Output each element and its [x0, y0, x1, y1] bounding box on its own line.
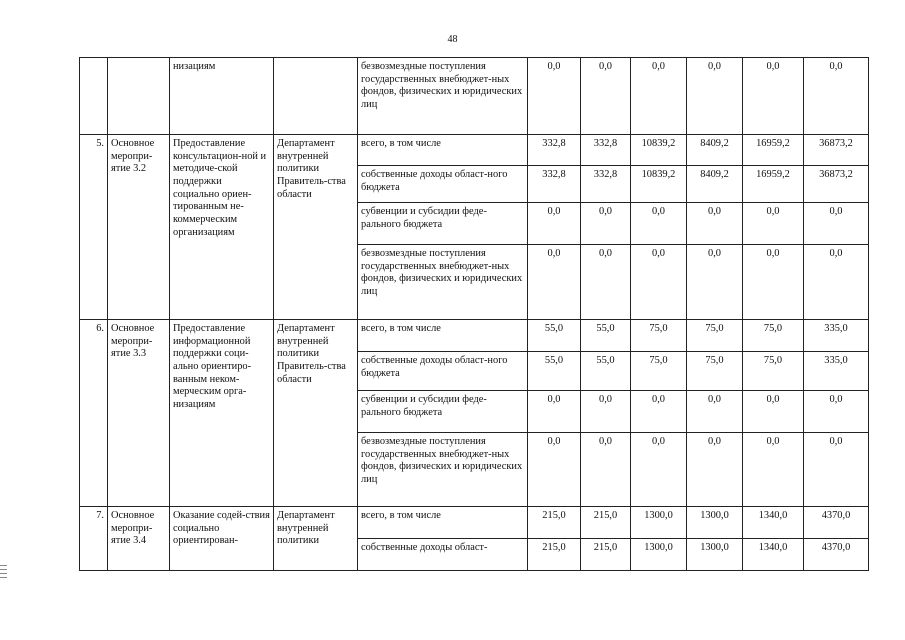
cell-value: 0,0 — [528, 391, 581, 433]
event-type: Основное меропри-ятие 3.4 — [108, 507, 170, 571]
cell-value: 0,0 — [631, 433, 687, 507]
cell-value: 10839,2 — [631, 135, 687, 166]
funding-source: всего, в том числе — [358, 135, 528, 166]
cell-value: 8409,2 — [687, 166, 743, 203]
cell-value: 215,0 — [528, 507, 581, 539]
cell-value: 0,0 — [631, 58, 687, 135]
table-row — [80, 507, 869, 539]
row-number: 5. — [80, 135, 108, 320]
cell-value: 0,0 — [528, 58, 581, 135]
table-row — [80, 320, 869, 352]
cell-value: 0,0 — [581, 58, 631, 135]
cell-value: 0,0 — [743, 391, 804, 433]
budget-table — [79, 57, 869, 571]
cell-value: 1340,0 — [743, 539, 804, 571]
cell-value: 0,0 — [687, 245, 743, 320]
table-row — [80, 135, 869, 166]
cell-value: 0,0 — [743, 203, 804, 245]
cell-value: 0,0 — [687, 58, 743, 135]
cell-value: 75,0 — [743, 352, 804, 391]
cell-value: 0,0 — [804, 245, 869, 320]
cell-value: 10839,2 — [631, 166, 687, 203]
table-body — [80, 58, 869, 571]
funding-source: субвенции и субсидии феде-рального бюджета — [358, 203, 528, 245]
cell-value: 4370,0 — [804, 507, 869, 539]
cell-value: 332,8 — [581, 135, 631, 166]
page-number: 48 — [447, 34, 458, 45]
cell-value: 0,0 — [631, 203, 687, 245]
cell-value: 55,0 — [528, 320, 581, 352]
cell-value: 0,0 — [804, 203, 869, 245]
cell-value: 4370,0 — [804, 539, 869, 571]
cell-value: 0,0 — [631, 245, 687, 320]
cell-value: 1300,0 — [631, 507, 687, 539]
cell-value: 75,0 — [743, 320, 804, 352]
cell-value: 1300,0 — [687, 507, 743, 539]
event-type: Основное меропри-ятие 3.3 — [108, 320, 170, 507]
cell-value: 335,0 — [804, 320, 869, 352]
cell-value: 75,0 — [631, 320, 687, 352]
cell-value: 332,8 — [528, 135, 581, 166]
cell-value: 0,0 — [743, 58, 804, 135]
executor: Департамент внутренней политики Правитель-ства области — [274, 135, 358, 320]
cell-value: 16959,2 — [743, 166, 804, 203]
cell-value: 1300,0 — [687, 539, 743, 571]
cell-value: 0,0 — [743, 245, 804, 320]
funding-source: собственные доходы област-ного бюджета — [358, 166, 528, 203]
funding-source: субвенции и субсидии феде-рального бюджета — [358, 391, 528, 433]
cell-value: 0,0 — [581, 245, 631, 320]
cell-value: 0,0 — [528, 203, 581, 245]
cell-value: 1300,0 — [631, 539, 687, 571]
cell-value: 332,8 — [528, 166, 581, 203]
funding-source: безвозмездные поступления государственных внебюджет-ных фондов, физических и юридических лиц — [358, 245, 528, 320]
event-name: Предоставление консультацион-ной и методиче-ской поддержки социально ориен-тированным не-коммерческим организациям — [170, 135, 274, 320]
cell-value: 1340,0 — [743, 507, 804, 539]
cell-value: 0,0 — [804, 433, 869, 507]
cell-value: 0,0 — [687, 203, 743, 245]
cell-value: 0,0 — [581, 433, 631, 507]
cell-value: 215,0 — [581, 507, 631, 539]
row-number: 6. — [80, 320, 108, 507]
cell-value: 36873,2 — [804, 135, 869, 166]
cell-name: низациям — [170, 58, 274, 135]
executor: Департамент внутренней политики — [274, 507, 358, 571]
funding-source: всего, в том числе — [358, 320, 528, 352]
cell-value: 75,0 — [687, 352, 743, 391]
cell-value: 0,0 — [528, 433, 581, 507]
continuation-row — [80, 58, 869, 135]
cell-value: 75,0 — [687, 320, 743, 352]
cell-value: 0,0 — [804, 58, 869, 135]
cell-value: 0,0 — [743, 433, 804, 507]
cell-source: безвозмездные поступления государственных внебюджет-ных фондов, физических и юридических лиц — [358, 58, 528, 135]
cell-value: 0,0 — [631, 391, 687, 433]
cell-value: 16959,2 — [743, 135, 804, 166]
cell-type — [108, 58, 170, 135]
cell-value: 0,0 — [581, 203, 631, 245]
cell-value: 0,0 — [687, 433, 743, 507]
cell-executor — [274, 58, 358, 135]
cell-value: 0,0 — [687, 391, 743, 433]
cell-no — [80, 58, 108, 135]
executor: Департамент внутренней политики Правитель-ства области — [274, 320, 358, 507]
event-name: Оказание содей-ствия социально ориентирован- — [170, 507, 274, 571]
cell-value: 335,0 — [804, 352, 869, 391]
row-number: 7. — [80, 507, 108, 571]
cell-value: 75,0 — [631, 352, 687, 391]
scan-margin-marks — [0, 565, 7, 581]
cell-value: 8409,2 — [687, 135, 743, 166]
cell-value: 55,0 — [528, 352, 581, 391]
cell-value: 0,0 — [581, 391, 631, 433]
cell-value: 36873,2 — [804, 166, 869, 203]
cell-value: 55,0 — [581, 320, 631, 352]
cell-value: 0,0 — [804, 391, 869, 433]
event-type: Основное меропри-ятие 3.2 — [108, 135, 170, 320]
funding-source: собственные доходы област-ного бюджета — [358, 352, 528, 391]
cell-value: 332,8 — [581, 166, 631, 203]
funding-source: безвозмездные поступления государственных внебюджет-ных фондов, физических и юридических лиц — [358, 433, 528, 507]
cell-value: 0,0 — [528, 245, 581, 320]
cell-value: 55,0 — [581, 352, 631, 391]
funding-source: всего, в том числе — [358, 507, 528, 539]
event-name: Предоставление информационной поддержки соци-ально ориентиро-ванным неком-мерческим орга-низациям — [170, 320, 274, 507]
cell-value: 215,0 — [581, 539, 631, 571]
funding-source: собственные доходы област- — [358, 539, 528, 571]
cell-value: 215,0 — [528, 539, 581, 571]
